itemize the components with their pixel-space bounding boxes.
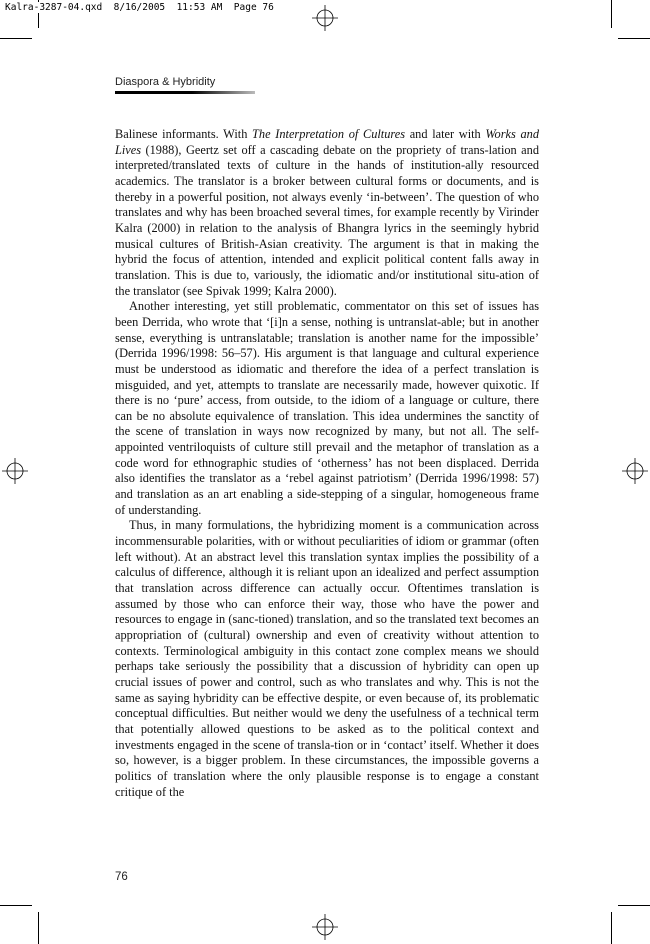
- registration-mark-icon: [2, 458, 28, 484]
- text-run: (1988), Geertz set off a cascading debate on the propriety of trans-lation and interpreted/translated texts of culture in the hands of institution-ally resourced academics. The translator is a broker between cultural forms or documents, and is thereby in a powerful position, not always evenly ‘in-between’. The question of who translates and why has been broached several times, for example recently by Virinder Kalra (2000) in relation to the analysis of Bhangra lyrics in the seemingly hybrid musical cultures of British-Asian creativity. The argument is that in making the hybrid the focus of attention, intended and explicit political content falls away in translation. This is due to, variously, the idiomatic and/or institutional situ-ation of the translator (see Spivak 1999; Kalra 2000).: [115, 142, 539, 298]
- registration-mark-icon: [312, 914, 338, 940]
- running-head: Diaspora & Hybridity: [115, 76, 216, 88]
- text-run: Balinese informants. With: [115, 127, 253, 141]
- printer-slug-line: Kalra-3287-04.qxd 8/16/2005 11:53 AM Page 76: [5, 2, 274, 13]
- paragraph: [115, 299, 539, 518]
- crop-mark: [618, 38, 650, 39]
- registration-mark-icon: [312, 5, 338, 31]
- crop-mark: [38, 912, 39, 944]
- registration-mark-icon: [622, 458, 648, 484]
- crop-mark: [611, 912, 612, 944]
- italic-title: The Interpretation of Cultures: [252, 127, 406, 141]
- text-run: and later with: [405, 127, 486, 141]
- page-number: 76: [115, 871, 128, 883]
- text-run: Thus, in many formulations, the hybridizing moment is a communication across incommensurable polarities, with or without peculiarities of idiom or grammar (often left without). At an abstract level this translation syntax implies the possibility of a calculus of difference, although it is reliant upon an idealized and perfect assumption that translation across difference can actually occur. Oftentimes translation is assumed by those who can enforce their way, those who have the power and resources to engage in (sanc-tioned) translation, and so the translated text becomes an appropriation of (cultural) ownership and even of creativity without attention to contexts. Terminological ambiguity in this contact zone complex means we should perhaps take seriously the possibility that a discussion of hybridity can open up crucial issues of power and control, such as who translates and why. This is not the same as saying hybridity can be effective despite, or even because of, its problematic conceptual difficulties. But neither would we deny the usefulness of a technical term that potentially allowed questions to be asked as to the political context and investments engaged in the scene of transla-tion or in ‘contact’ itself. Whether it does so, however, is a bigger problem. In these circumstances, the impossible governs a politics of translation where the only plausible response is to engage a constant critique of the: [115, 518, 539, 799]
- paragraph: [115, 518, 539, 800]
- running-head-rule: [115, 91, 255, 94]
- body-text: [115, 127, 539, 800]
- italic-title: Works and Lives: [115, 127, 539, 157]
- text-run: Another interesting, yet still problematic, commentator on this set of issues has been Derrida, who wrote that ‘[i]n a sense, nothing is untranslat-able; but in another sense, everything is untranslatable; translation is another name for the impossible’ (Derrida 1996/1998: 56–57). His argument is that language and cultural experience must be understood as idiomatic and therefore the idea of a perfect translation is misguided, and yet, attempts to translate are necessarily made, however quixotic. If there is no ‘pure’ access, from outside, to the idiom of a language or culture, there can be no absolute equivalence of translation. This idea undermines the sanctity of the scene of translation in ways now recognized by many, but not all. The self-appointed ventriloquists of culture still prevail and the metaphor of translation as a code word for ethnographic studies of ‘otherness’ has not been displaced. Derrida also identifies the translator as a ‘rebel against patriotism’ (Derrida 1996/1998: 57) and translation as an art enabling a side-stepping of a singular, homogeneous frame of understanding.: [115, 299, 539, 517]
- paragraph: [115, 127, 539, 299]
- crop-mark: [611, 0, 612, 28]
- crop-mark: [618, 905, 650, 906]
- crop-mark: [0, 905, 32, 906]
- crop-mark: [0, 38, 32, 39]
